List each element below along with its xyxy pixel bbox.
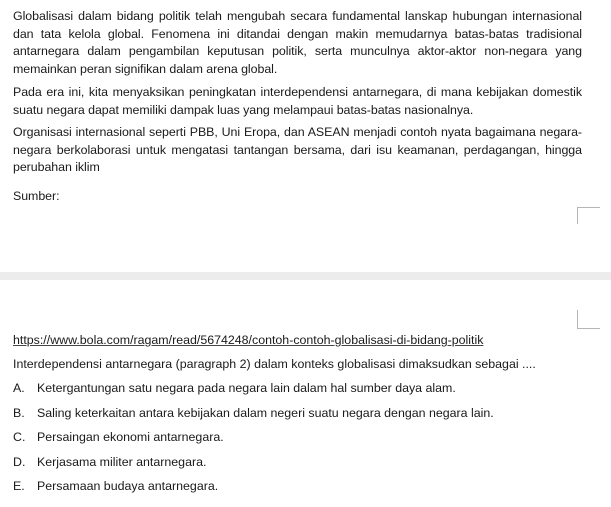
option-text: Persamaan budaya antarnegara. [37, 479, 219, 493]
answer-option-c[interactable] [13, 429, 494, 454]
source-url-link[interactable]: https://www.bola.com/ragam/read/5674248/contoh-contoh-globalisasi-di-bidang-politik [13, 333, 484, 347]
option-letter: C. [13, 430, 26, 444]
page-bottom [0, 280, 611, 507]
answer-options [13, 380, 494, 503]
passage-paragraph-2: Pada era ini, kita menyaksikan peningkatan interdependensi antarnegara, di mana kebijakan domestik suatu negara dapat memiliki dampak luas yang melampaui batas-batas nasionalnya. [13, 85, 582, 117]
answer-option-e[interactable] [13, 478, 494, 503]
question-text: Interdependensi antarnegara (paragraph 2) dalam konteks globalisasi dimaksudkan sebagai .... [13, 357, 536, 371]
option-text: Persaingan ekonomi antarnegara. [37, 430, 224, 444]
option-text: Saling keterkaitan antara kebijakan dalam negeri suatu negara dengan negara lain. [37, 405, 494, 420]
answer-option-d[interactable] [13, 454, 494, 479]
page-divider [0, 272, 611, 280]
option-letter: A. [13, 381, 25, 395]
crop-mark-top-right [577, 207, 600, 224]
answer-option-a[interactable] [13, 380, 494, 405]
answer-option-b[interactable] [13, 405, 494, 430]
passage-paragraph-3: Organisasi internasional seperti PBB, Uni Eropa, dan ASEAN menjadi contoh nyata bagaimana negara-negara berkolaborasi untuk mengatasi tantangan bersama, dari isu keamanan, perdagangan, hingga perubahan iklim [13, 125, 582, 174]
option-text: Kerjasama militer antarnegara. [37, 454, 207, 469]
passage-paragraph-1: Globalisasi dalam bidang politik telah mengubah secara fundamental lanskap hubungan internasional dan tata kelola global. Fenomena ini ditandai dengan makin memudarnya batas-batas tradisional antarnegara dalam pengambilan keputusan politik, serta munculnya aktor-aktor non-negara yang memainkan peran signifikan dalam arena global. [13, 9, 582, 76]
source-label: Sumber: [13, 189, 60, 203]
crop-mark-bottom-left [577, 310, 600, 329]
option-letter: E. [13, 479, 25, 493]
option-letter: B. [13, 405, 25, 420]
option-text: Ketergantungan satu negara pada negara lain dalam hal sumber daya alam. [37, 381, 456, 395]
option-letter: D. [13, 454, 26, 469]
